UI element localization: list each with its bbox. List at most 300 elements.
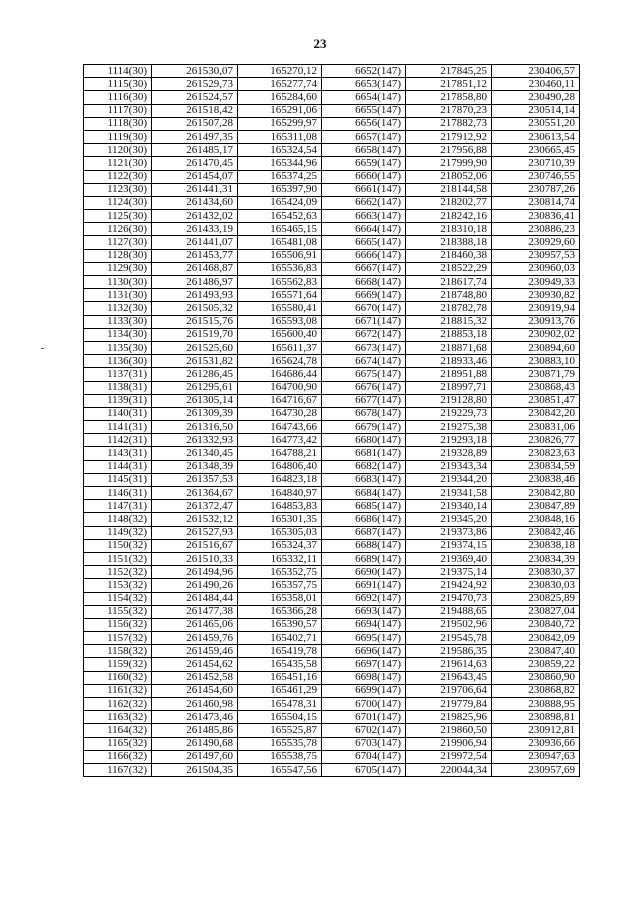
point-id-right-cell: 6689(147) [322, 552, 406, 565]
point-id-right-cell: 6654(147) [322, 91, 406, 104]
y-coordinate-right-cell: 230919,94 [492, 302, 580, 315]
x-coordinate-right-cell: 219906,94 [406, 737, 492, 750]
x-coordinate-left-cell: 261295,61 [152, 381, 238, 394]
y-coordinate-left-cell: 165452,63 [238, 210, 322, 223]
table-row [84, 407, 580, 420]
point-id-left-cell: 1129(30) [84, 262, 152, 275]
y-coordinate-right-cell: 230842,09 [492, 632, 580, 645]
x-coordinate-left-cell: 261453,77 [152, 249, 238, 262]
point-id-right-cell: 6693(147) [322, 605, 406, 618]
point-id-left-cell: 1141(31) [84, 421, 152, 434]
point-id-right-cell: 6691(147) [322, 579, 406, 592]
x-coordinate-left-cell: 261490,68 [152, 737, 238, 750]
x-coordinate-right-cell: 218310,18 [406, 223, 492, 236]
point-id-left-cell: 1166(32) [84, 750, 152, 763]
table-row [84, 500, 580, 513]
point-id-right-cell: 6687(147) [322, 526, 406, 539]
y-coordinate-left-cell: 165291,06 [238, 104, 322, 117]
y-coordinate-right-cell: 230838,46 [492, 473, 580, 486]
point-id-left-cell: 1131(30) [84, 289, 152, 302]
y-coordinate-right-cell: 230814,74 [492, 196, 580, 209]
table-row [84, 78, 580, 91]
x-coordinate-right-cell: 218951,88 [406, 368, 492, 381]
x-coordinate-right-cell: 219972,54 [406, 750, 492, 763]
point-id-left-cell: 1122(30) [84, 170, 152, 183]
table-row [84, 552, 580, 565]
y-coordinate-left-cell: 165324,54 [238, 144, 322, 157]
x-coordinate-right-cell: 219470,73 [406, 592, 492, 605]
x-coordinate-left-cell: 261432,02 [152, 210, 238, 223]
x-coordinate-left-cell: 261454,07 [152, 170, 238, 183]
y-coordinate-right-cell: 230902,02 [492, 328, 580, 341]
point-id-right-cell: 6696(147) [322, 645, 406, 658]
y-coordinate-left-cell: 165311,08 [238, 130, 322, 143]
y-coordinate-left-cell: 164788,21 [238, 447, 322, 460]
point-id-left-cell: 1155(32) [84, 605, 152, 618]
x-coordinate-right-cell: 217845,25 [406, 65, 492, 78]
x-coordinate-left-cell: 261434,60 [152, 196, 238, 209]
y-coordinate-right-cell: 230787,26 [492, 183, 580, 196]
table-row [84, 91, 580, 104]
y-coordinate-left-cell: 164686,44 [238, 368, 322, 381]
table-row [84, 724, 580, 737]
table-row [84, 750, 580, 763]
y-coordinate-right-cell: 230957,69 [492, 763, 580, 776]
table-row [84, 605, 580, 618]
y-coordinate-right-cell: 230912,81 [492, 724, 580, 737]
table-row [84, 618, 580, 631]
point-id-left-cell: 1150(32) [84, 539, 152, 552]
point-id-left-cell: 1137(31) [84, 368, 152, 381]
y-coordinate-right-cell: 230929,60 [492, 236, 580, 249]
point-id-left-cell: 1115(30) [84, 78, 152, 91]
x-coordinate-right-cell: 218388,18 [406, 236, 492, 249]
point-id-left-cell: 1167(32) [84, 763, 152, 776]
point-id-right-cell: 6686(147) [322, 513, 406, 526]
y-coordinate-left-cell: 165593,08 [238, 315, 322, 328]
x-coordinate-left-cell: 261468,87 [152, 262, 238, 275]
point-id-right-cell: 6655(147) [322, 104, 406, 117]
x-coordinate-right-cell: 219643,45 [406, 671, 492, 684]
y-coordinate-left-cell: 164806,40 [238, 460, 322, 473]
x-coordinate-right-cell: 219825,96 [406, 711, 492, 724]
point-id-left-cell: 1140(31) [84, 407, 152, 420]
x-coordinate-left-cell: 261507,28 [152, 117, 238, 130]
x-coordinate-left-cell: 261477,38 [152, 605, 238, 618]
x-coordinate-right-cell: 220044,34 [406, 763, 492, 776]
point-id-left-cell: 1132(30) [84, 302, 152, 315]
point-id-left-cell: 1142(31) [84, 434, 152, 447]
y-coordinate-left-cell: 165611,37 [238, 341, 322, 354]
point-id-right-cell: 6676(147) [322, 381, 406, 394]
y-coordinate-left-cell: 165270,12 [238, 65, 322, 78]
point-id-left-cell: 1162(32) [84, 698, 152, 711]
x-coordinate-right-cell: 217851,12 [406, 78, 492, 91]
x-coordinate-right-cell: 219328,89 [406, 447, 492, 460]
x-coordinate-left-cell: 261486,97 [152, 276, 238, 289]
x-coordinate-right-cell: 218748,80 [406, 289, 492, 302]
x-coordinate-left-cell: 261524,57 [152, 91, 238, 104]
point-id-left-cell: 1154(32) [84, 592, 152, 605]
x-coordinate-right-cell: 219706,64 [406, 684, 492, 697]
y-coordinate-right-cell: 230883,10 [492, 355, 580, 368]
x-coordinate-right-cell: 219293,18 [406, 434, 492, 447]
point-id-left-cell: 1121(30) [84, 157, 152, 170]
x-coordinate-right-cell: 217882,73 [406, 117, 492, 130]
point-id-left-cell: 1144(31) [84, 460, 152, 473]
point-id-right-cell: 6680(147) [322, 434, 406, 447]
point-id-left-cell: 1165(32) [84, 737, 152, 750]
table-row [84, 711, 580, 724]
y-coordinate-right-cell: 230834,39 [492, 552, 580, 565]
point-id-right-cell: 6688(147) [322, 539, 406, 552]
y-coordinate-left-cell: 164700,90 [238, 381, 322, 394]
y-coordinate-right-cell: 230898,81 [492, 711, 580, 724]
y-coordinate-right-cell: 230827,04 [492, 605, 580, 618]
y-coordinate-left-cell: 165358,01 [238, 592, 322, 605]
point-id-right-cell: 6656(147) [322, 117, 406, 130]
table-row [84, 249, 580, 262]
x-coordinate-right-cell: 219375,14 [406, 566, 492, 579]
point-id-left-cell: 1114(30) [84, 65, 152, 78]
y-coordinate-left-cell: 165390,57 [238, 618, 322, 631]
y-coordinate-right-cell: 230842,46 [492, 526, 580, 539]
x-coordinate-left-cell: 261348,39 [152, 460, 238, 473]
y-coordinate-right-cell: 230868,43 [492, 381, 580, 394]
x-coordinate-left-cell: 261357,53 [152, 473, 238, 486]
x-coordinate-left-cell: 261505,32 [152, 302, 238, 315]
y-coordinate-left-cell: 165562,83 [238, 276, 322, 289]
y-coordinate-left-cell: 165366,28 [238, 605, 322, 618]
y-coordinate-right-cell: 230957,53 [492, 249, 580, 262]
x-coordinate-right-cell: 219374,15 [406, 539, 492, 552]
point-id-right-cell: 6659(147) [322, 157, 406, 170]
x-coordinate-right-cell: 217858,80 [406, 91, 492, 104]
y-coordinate-left-cell: 164716,67 [238, 394, 322, 407]
y-coordinate-right-cell: 230551,20 [492, 117, 580, 130]
x-coordinate-right-cell: 219229,73 [406, 407, 492, 420]
y-coordinate-right-cell: 230830,37 [492, 566, 580, 579]
y-coordinate-left-cell: 165299,97 [238, 117, 322, 130]
y-coordinate-left-cell: 165538,75 [238, 750, 322, 763]
y-coordinate-left-cell: 165305,03 [238, 526, 322, 539]
y-coordinate-right-cell: 230490,28 [492, 91, 580, 104]
y-coordinate-left-cell: 165547,56 [238, 763, 322, 776]
point-id-left-cell: 1161(32) [84, 684, 152, 697]
y-coordinate-left-cell: 165451,16 [238, 671, 322, 684]
point-id-right-cell: 6658(147) [322, 144, 406, 157]
y-coordinate-left-cell: 165624,78 [238, 355, 322, 368]
y-coordinate-left-cell: 165332,11 [238, 552, 322, 565]
x-coordinate-right-cell: 218242,16 [406, 210, 492, 223]
scan-speck [41, 348, 44, 349]
y-coordinate-left-cell: 164730,28 [238, 407, 322, 420]
x-coordinate-left-cell: 261454,60 [152, 684, 238, 697]
point-id-left-cell: 1139(31) [84, 394, 152, 407]
table-row [84, 737, 580, 750]
x-coordinate-left-cell: 261364,67 [152, 487, 238, 500]
table-row [84, 104, 580, 117]
x-coordinate-right-cell: 218144,58 [406, 183, 492, 196]
x-coordinate-right-cell: 218853,18 [406, 328, 492, 341]
x-coordinate-left-cell: 261504,35 [152, 763, 238, 776]
table-row [84, 487, 580, 500]
point-id-left-cell: 1153(32) [84, 579, 152, 592]
table-row [84, 236, 580, 249]
y-coordinate-left-cell: 165571,64 [238, 289, 322, 302]
y-coordinate-left-cell: 165600,40 [238, 328, 322, 341]
point-id-left-cell: 1157(32) [84, 632, 152, 645]
y-coordinate-right-cell: 230859,22 [492, 658, 580, 671]
x-coordinate-left-cell: 261531,82 [152, 355, 238, 368]
table-row [84, 355, 580, 368]
y-coordinate-left-cell: 164853,83 [238, 500, 322, 513]
point-id-left-cell: 1145(31) [84, 473, 152, 486]
y-coordinate-right-cell: 230851,47 [492, 394, 580, 407]
x-coordinate-left-cell: 261497,60 [152, 750, 238, 763]
point-id-right-cell: 6671(147) [322, 315, 406, 328]
y-coordinate-right-cell: 230860,90 [492, 671, 580, 684]
y-coordinate-right-cell: 230886,23 [492, 223, 580, 236]
x-coordinate-left-cell: 261470,45 [152, 157, 238, 170]
y-coordinate-left-cell: 165324,37 [238, 539, 322, 552]
x-coordinate-right-cell: 217956,88 [406, 144, 492, 157]
table-row [84, 262, 580, 275]
x-coordinate-left-cell: 261515,76 [152, 315, 238, 328]
point-id-right-cell: 6702(147) [322, 724, 406, 737]
table-row [84, 276, 580, 289]
table-row [84, 763, 580, 776]
y-coordinate-right-cell: 230834,59 [492, 460, 580, 473]
x-coordinate-right-cell: 218617,74 [406, 276, 492, 289]
x-coordinate-right-cell: 219373,86 [406, 526, 492, 539]
y-coordinate-left-cell: 165357,75 [238, 579, 322, 592]
x-coordinate-left-cell: 261525,60 [152, 341, 238, 354]
x-coordinate-right-cell: 219369,40 [406, 552, 492, 565]
point-id-left-cell: 1164(32) [84, 724, 152, 737]
x-coordinate-left-cell: 261286,45 [152, 368, 238, 381]
y-coordinate-right-cell: 230847,89 [492, 500, 580, 513]
x-coordinate-left-cell: 261459,46 [152, 645, 238, 658]
x-coordinate-left-cell: 261518,42 [152, 104, 238, 117]
x-coordinate-right-cell: 218871,68 [406, 341, 492, 354]
point-id-right-cell: 6694(147) [322, 618, 406, 631]
point-id-right-cell: 6674(147) [322, 355, 406, 368]
y-coordinate-left-cell: 164743,66 [238, 421, 322, 434]
table-row [84, 698, 580, 711]
point-id-right-cell: 6701(147) [322, 711, 406, 724]
point-id-left-cell: 1133(30) [84, 315, 152, 328]
point-id-left-cell: 1136(30) [84, 355, 152, 368]
point-id-left-cell: 1119(30) [84, 130, 152, 143]
point-id-left-cell: 1120(30) [84, 144, 152, 157]
x-coordinate-left-cell: 261529,73 [152, 78, 238, 91]
y-coordinate-right-cell: 230913,76 [492, 315, 580, 328]
x-coordinate-left-cell: 261433,19 [152, 223, 238, 236]
y-coordinate-left-cell: 165525,87 [238, 724, 322, 737]
x-coordinate-left-cell: 261332,93 [152, 434, 238, 447]
point-id-right-cell: 6684(147) [322, 487, 406, 500]
point-id-right-cell: 6692(147) [322, 592, 406, 605]
point-id-right-cell: 6661(147) [322, 183, 406, 196]
point-id-right-cell: 6695(147) [322, 632, 406, 645]
y-coordinate-right-cell: 230406,57 [492, 65, 580, 78]
x-coordinate-left-cell: 261519,70 [152, 328, 238, 341]
x-coordinate-left-cell: 261316,50 [152, 421, 238, 434]
x-coordinate-left-cell: 261510,33 [152, 552, 238, 565]
table-row [84, 447, 580, 460]
y-coordinate-right-cell: 230930,82 [492, 289, 580, 302]
y-coordinate-left-cell: 164773,42 [238, 434, 322, 447]
point-id-left-cell: 1160(32) [84, 671, 152, 684]
y-coordinate-left-cell: 164840,97 [238, 487, 322, 500]
table-row [84, 315, 580, 328]
table-row [84, 539, 580, 552]
y-coordinate-right-cell: 230665,45 [492, 144, 580, 157]
table-row [84, 513, 580, 526]
x-coordinate-right-cell: 219614,63 [406, 658, 492, 671]
x-coordinate-right-cell: 218460,38 [406, 249, 492, 262]
table-row [84, 671, 580, 684]
y-coordinate-left-cell: 165424,09 [238, 196, 322, 209]
point-id-right-cell: 6679(147) [322, 421, 406, 434]
y-coordinate-right-cell: 230936,66 [492, 737, 580, 750]
x-coordinate-right-cell: 219340,14 [406, 500, 492, 513]
point-id-right-cell: 6681(147) [322, 447, 406, 460]
y-coordinate-left-cell: 165374,25 [238, 170, 322, 183]
y-coordinate-right-cell: 230831,06 [492, 421, 580, 434]
x-coordinate-right-cell: 219424,92 [406, 579, 492, 592]
table-row [84, 170, 580, 183]
table-row [84, 566, 580, 579]
y-coordinate-right-cell: 230836,41 [492, 210, 580, 223]
point-id-left-cell: 1146(31) [84, 487, 152, 500]
point-id-right-cell: 6666(147) [322, 249, 406, 262]
x-coordinate-left-cell: 261494,96 [152, 566, 238, 579]
y-coordinate-right-cell: 230826,77 [492, 434, 580, 447]
x-coordinate-left-cell: 261485,86 [152, 724, 238, 737]
coordinates-table-body [84, 65, 580, 777]
point-id-left-cell: 1163(32) [84, 711, 152, 724]
point-id-right-cell: 6653(147) [322, 78, 406, 91]
point-id-right-cell: 6662(147) [322, 196, 406, 209]
x-coordinate-left-cell: 261372,47 [152, 500, 238, 513]
x-coordinate-left-cell: 261340,45 [152, 447, 238, 460]
x-coordinate-right-cell: 219341,58 [406, 487, 492, 500]
point-id-left-cell: 1134(30) [84, 328, 152, 341]
x-coordinate-right-cell: 219586,35 [406, 645, 492, 658]
table-row [84, 210, 580, 223]
y-coordinate-left-cell: 164823,18 [238, 473, 322, 486]
y-coordinate-right-cell: 230746,55 [492, 170, 580, 183]
table-row [84, 130, 580, 143]
point-id-left-cell: 1125(30) [84, 210, 152, 223]
point-id-right-cell: 6675(147) [322, 368, 406, 381]
x-coordinate-left-cell: 261527,93 [152, 526, 238, 539]
x-coordinate-left-cell: 261460,98 [152, 698, 238, 711]
y-coordinate-left-cell: 165481,08 [238, 236, 322, 249]
y-coordinate-right-cell: 230838,18 [492, 539, 580, 552]
y-coordinate-left-cell: 165504,15 [238, 711, 322, 724]
x-coordinate-right-cell: 218522,29 [406, 262, 492, 275]
point-id-right-cell: 6683(147) [322, 473, 406, 486]
y-coordinate-right-cell: 230710,39 [492, 157, 580, 170]
y-coordinate-left-cell: 165402,71 [238, 632, 322, 645]
x-coordinate-right-cell: 218933,46 [406, 355, 492, 368]
x-coordinate-left-cell: 261516,67 [152, 539, 238, 552]
x-coordinate-left-cell: 261493,93 [152, 289, 238, 302]
point-id-left-cell: 1156(32) [84, 618, 152, 631]
point-id-right-cell: 6690(147) [322, 566, 406, 579]
table-row [84, 394, 580, 407]
x-coordinate-left-cell: 261532,12 [152, 513, 238, 526]
y-coordinate-right-cell: 230960,03 [492, 262, 580, 275]
y-coordinate-left-cell: 165461,29 [238, 684, 322, 697]
y-coordinate-left-cell: 165580,41 [238, 302, 322, 315]
y-coordinate-left-cell: 165535,78 [238, 737, 322, 750]
x-coordinate-left-cell: 261459,76 [152, 632, 238, 645]
table-row [84, 65, 580, 78]
y-coordinate-left-cell: 165352,75 [238, 566, 322, 579]
x-coordinate-left-cell: 261530,07 [152, 65, 238, 78]
table-row [84, 658, 580, 671]
x-coordinate-right-cell: 219488,65 [406, 605, 492, 618]
y-coordinate-right-cell: 230823,63 [492, 447, 580, 460]
y-coordinate-left-cell: 165344,96 [238, 157, 322, 170]
y-coordinate-left-cell: 165397,90 [238, 183, 322, 196]
point-id-left-cell: 1135(30) [84, 341, 152, 354]
table-row [84, 684, 580, 697]
y-coordinate-left-cell: 165478,31 [238, 698, 322, 711]
table-row [84, 526, 580, 539]
table-row [84, 473, 580, 486]
table-row [84, 328, 580, 341]
point-id-right-cell: 6660(147) [322, 170, 406, 183]
x-coordinate-right-cell: 219502,96 [406, 618, 492, 631]
y-coordinate-left-cell: 165277,74 [238, 78, 322, 91]
y-coordinate-left-cell: 165536,83 [238, 262, 322, 275]
point-id-left-cell: 1148(32) [84, 513, 152, 526]
point-id-left-cell: 1143(31) [84, 447, 152, 460]
x-coordinate-left-cell: 261452,58 [152, 671, 238, 684]
point-id-right-cell: 6672(147) [322, 328, 406, 341]
x-coordinate-right-cell: 218202,77 [406, 196, 492, 209]
point-id-left-cell: 1138(31) [84, 381, 152, 394]
y-coordinate-right-cell: 230894,60 [492, 341, 580, 354]
point-id-right-cell: 6677(147) [322, 394, 406, 407]
point-id-left-cell: 1151(32) [84, 552, 152, 565]
table-row [84, 157, 580, 170]
x-coordinate-right-cell: 219345,20 [406, 513, 492, 526]
x-coordinate-right-cell: 219545,78 [406, 632, 492, 645]
point-id-left-cell: 1118(30) [84, 117, 152, 130]
x-coordinate-left-cell: 261465,06 [152, 618, 238, 631]
point-id-right-cell: 6668(147) [322, 276, 406, 289]
table-row [84, 368, 580, 381]
point-id-right-cell: 6697(147) [322, 658, 406, 671]
x-coordinate-right-cell: 218997,71 [406, 381, 492, 394]
y-coordinate-right-cell: 230847,40 [492, 645, 580, 658]
y-coordinate-left-cell: 165465,15 [238, 223, 322, 236]
point-id-left-cell: 1159(32) [84, 658, 152, 671]
x-coordinate-right-cell: 219344,20 [406, 473, 492, 486]
x-coordinate-right-cell: 218815,32 [406, 315, 492, 328]
point-id-left-cell: 1152(32) [84, 566, 152, 579]
y-coordinate-left-cell: 165419,78 [238, 645, 322, 658]
y-coordinate-right-cell: 230947,63 [492, 750, 580, 763]
table-row [84, 341, 580, 354]
table-row [84, 223, 580, 236]
